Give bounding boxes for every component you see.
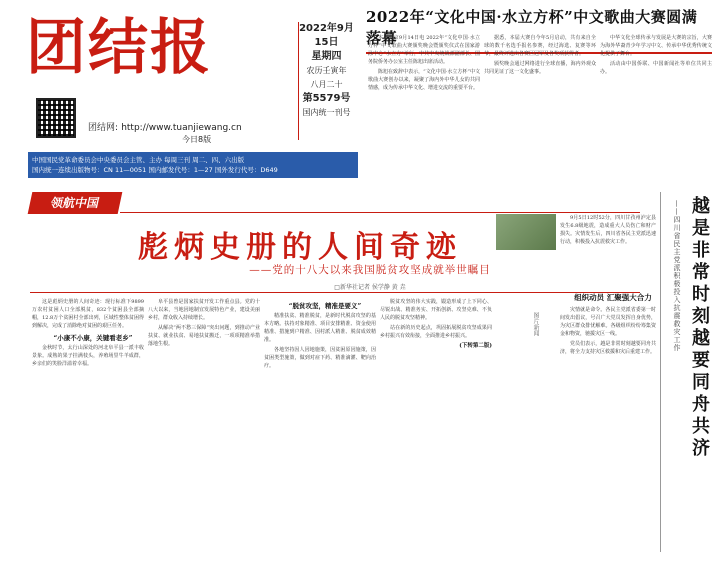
main-story-column-3 — [264, 298, 376, 560]
top-story-column-1 — [368, 34, 480, 158]
top-story-paragraph: 活动由中国侨联、中国新闻社等单位共同主办。 — [600, 61, 712, 75]
top-story-headline[interactable]: 2022年“文化中国·水立方杯”中文歌曲大赛圆满落幕 — [366, 6, 712, 54]
feature-photo — [496, 214, 556, 250]
feature-vertical-title[interactable]: 越是非常时刻越要同舟共济 — [689, 196, 710, 460]
site-label: 团结网: — [88, 123, 119, 133]
top-story-column-2 — [484, 34, 596, 158]
feature-column-b — [560, 306, 656, 560]
feature-subhead: 组织动员 汇聚强大合力 — [574, 293, 652, 302]
main-story-subtitle: ——党的十八大以来我国脱贫攻坚成就举世瞩目 — [249, 264, 491, 276]
edition-label: 国内统一刊号 — [302, 108, 351, 117]
feature-paragraph: 党员们表示，越是非常时刻越要同舟共济，将全力支持灾区救援和灾后重建工作。 — [560, 341, 656, 355]
main-story-paragraph: 精准扶贫、精准脱贫，是新时代脱贫攻坚的基本方略。扶持对象精准、项目安排精准、资金使用精准、措施到户精准、因村派人精准、脱贫成效精准。 — [264, 313, 376, 343]
date-weekday: 星期四 — [311, 51, 342, 62]
top-story-paragraph: 本报北京9月14日电 2022年“文化中国·水立方杯”中文歌曲大赛颁奖晚会暨颁奖仪式在国家游泳中心“水立方”举行，中共中央统战部副部长、国务院侨务办公室主任陈旭出席活动。 — [368, 35, 480, 65]
feature-paragraph: 灾情就是命令。各民主党派省委第一时间发出倡议，号召广大党员发挥自身优势，为灾区群众排忧解难。各级组织纷纷筹集资金和物资，驰援灾区一线。 — [560, 307, 656, 337]
info-line-2: 国内统一连续出版物号：CN 11—0051 国内邮发代号：1—27 国外发行代号：D649 — [32, 166, 278, 174]
page-count: 今日8版 — [182, 135, 212, 144]
masthead — [0, 0, 362, 150]
section-banner: 领航中国 — [28, 192, 123, 214]
feature-column-a — [560, 214, 656, 296]
main-story-paragraph: 各地坚持因人因地施策，因贫困原因施策，因贫困类型施策，做到对症下药、精准滴灌、靶向治疗。 — [264, 347, 376, 369]
body-divider — [30, 292, 640, 293]
top-story-paragraph: 据悉，本届大赛自今年5月启动，共有来自全球的数千名选手报名参赛，经过海选、复赛等环节，最终评选出各赛区冠军及各奖项获得者。 — [484, 35, 596, 57]
issue-number: 第5579号 — [302, 93, 351, 104]
date-year-month: 2022年9月 — [299, 23, 354, 34]
feature-divider — [660, 192, 661, 552]
byline: □新华社记者 侯学静 黄 垚 — [334, 284, 406, 291]
top-story-paragraph: 陈旭在致辞中表示，“文化中国·水立方杯”中文歌曲大赛创办以来，凝聚了海内外中华儿女的共同情感，成为传承中华文化、增进交流的重要平台。 — [368, 69, 480, 91]
main-story-column-4 — [380, 298, 492, 560]
feature-paragraph: 9月5日12时52分，四川甘孜州泸定县发生6.8级地震，造成重大人员伤亡和财产损失。灾情发生后，四川省各民主党派迅速行动，积极投入抗震救灾工作。 — [560, 215, 656, 245]
publication-info-bar — [28, 152, 358, 178]
lunar-day: 八月二十 — [310, 80, 343, 89]
top-story-paragraph: 颁奖晚会通过网络进行全球直播，海内外观众共同见证了这一文化盛事。 — [484, 61, 596, 75]
main-story-paragraph: 脱贫攻坚的伟大实践，锻造形成了上下同心、尽锐出战、精准务实、开拓创新、攻坚克难、不负人民的脱贫攻坚精神。 — [380, 299, 492, 321]
info-line-1: 中国国民党革命委员会中央委员会主管、主办 每周三刊 周二、四、六出版 — [32, 156, 245, 164]
main-story-paragraph: 金秋时节，太行山深处的河北阜平县一派丰收景象。成熟的果子挂满枝头，养殖场里牛羊成群，乡亲们的笑脸洋溢着幸福。 — [32, 345, 144, 367]
main-story-title[interactable]: 彪炳史册的人间奇迹 — [138, 230, 462, 265]
main-story-column-2 — [148, 298, 260, 560]
main-story-column-1 — [32, 298, 144, 560]
site-url[interactable]: http://www.tuanjiewang.cn — [121, 123, 242, 133]
website-line[interactable] — [88, 120, 242, 133]
newspaper-logo: 团结报 — [26, 13, 212, 83]
main-story-paragraph: 站在新的历史起点，巩固拓展脱贫攻坚成果同乡村振兴有效衔接，全面推进乡村振兴。 — [380, 325, 492, 339]
top-story-column-3 — [600, 34, 712, 158]
section-divider — [120, 212, 640, 213]
main-story-paragraph: 这是彪炳史册的人间奇迹：现行标准下9899万农村贫困人口全部脱贫，832个贫困县全部摘帽，12.8万个贫困村全部出列，区域性整体贫困得到解决，完成了消除绝对贫困的艰巨任务。 — [32, 299, 144, 329]
main-story-paragraph: 阜平县曾是国家扶贫开发工作重点县。党的十八大以来，当地因地制宜发展特色产业，建设美丽乡村，群众收入持续增长。 — [148, 299, 260, 321]
lunar-year: 农历壬寅年 — [306, 66, 347, 75]
continued-link[interactable]: (下转第二版) — [459, 343, 492, 349]
date-box — [298, 22, 354, 140]
main-story-paragraph: 从解决“两不愁三保障”突出问题，到推动产业扶贫、就业扶贫、易地扶贫搬迁，一项项精准举措落地生根。 — [148, 325, 260, 347]
top-story-paragraph: 中华文化全球传承与发展是大赛的宗旨，大赛为海外华裔青少年学习中文、传承中华优秀传统文化提供了舞台。 — [600, 35, 712, 57]
main-story-subhead: “脱贫攻坚，精准是要义” — [288, 302, 362, 310]
photo-label: 图片新闻 — [532, 312, 539, 336]
feature-vertical-subtitle: ——四川省民主党派积极投入抗震救灾工作 — [673, 200, 681, 352]
qr-code-icon — [36, 98, 76, 138]
date-day: 15日 — [314, 37, 339, 48]
main-story-subhead: “小康不小康，关键看老乡” — [53, 334, 133, 342]
